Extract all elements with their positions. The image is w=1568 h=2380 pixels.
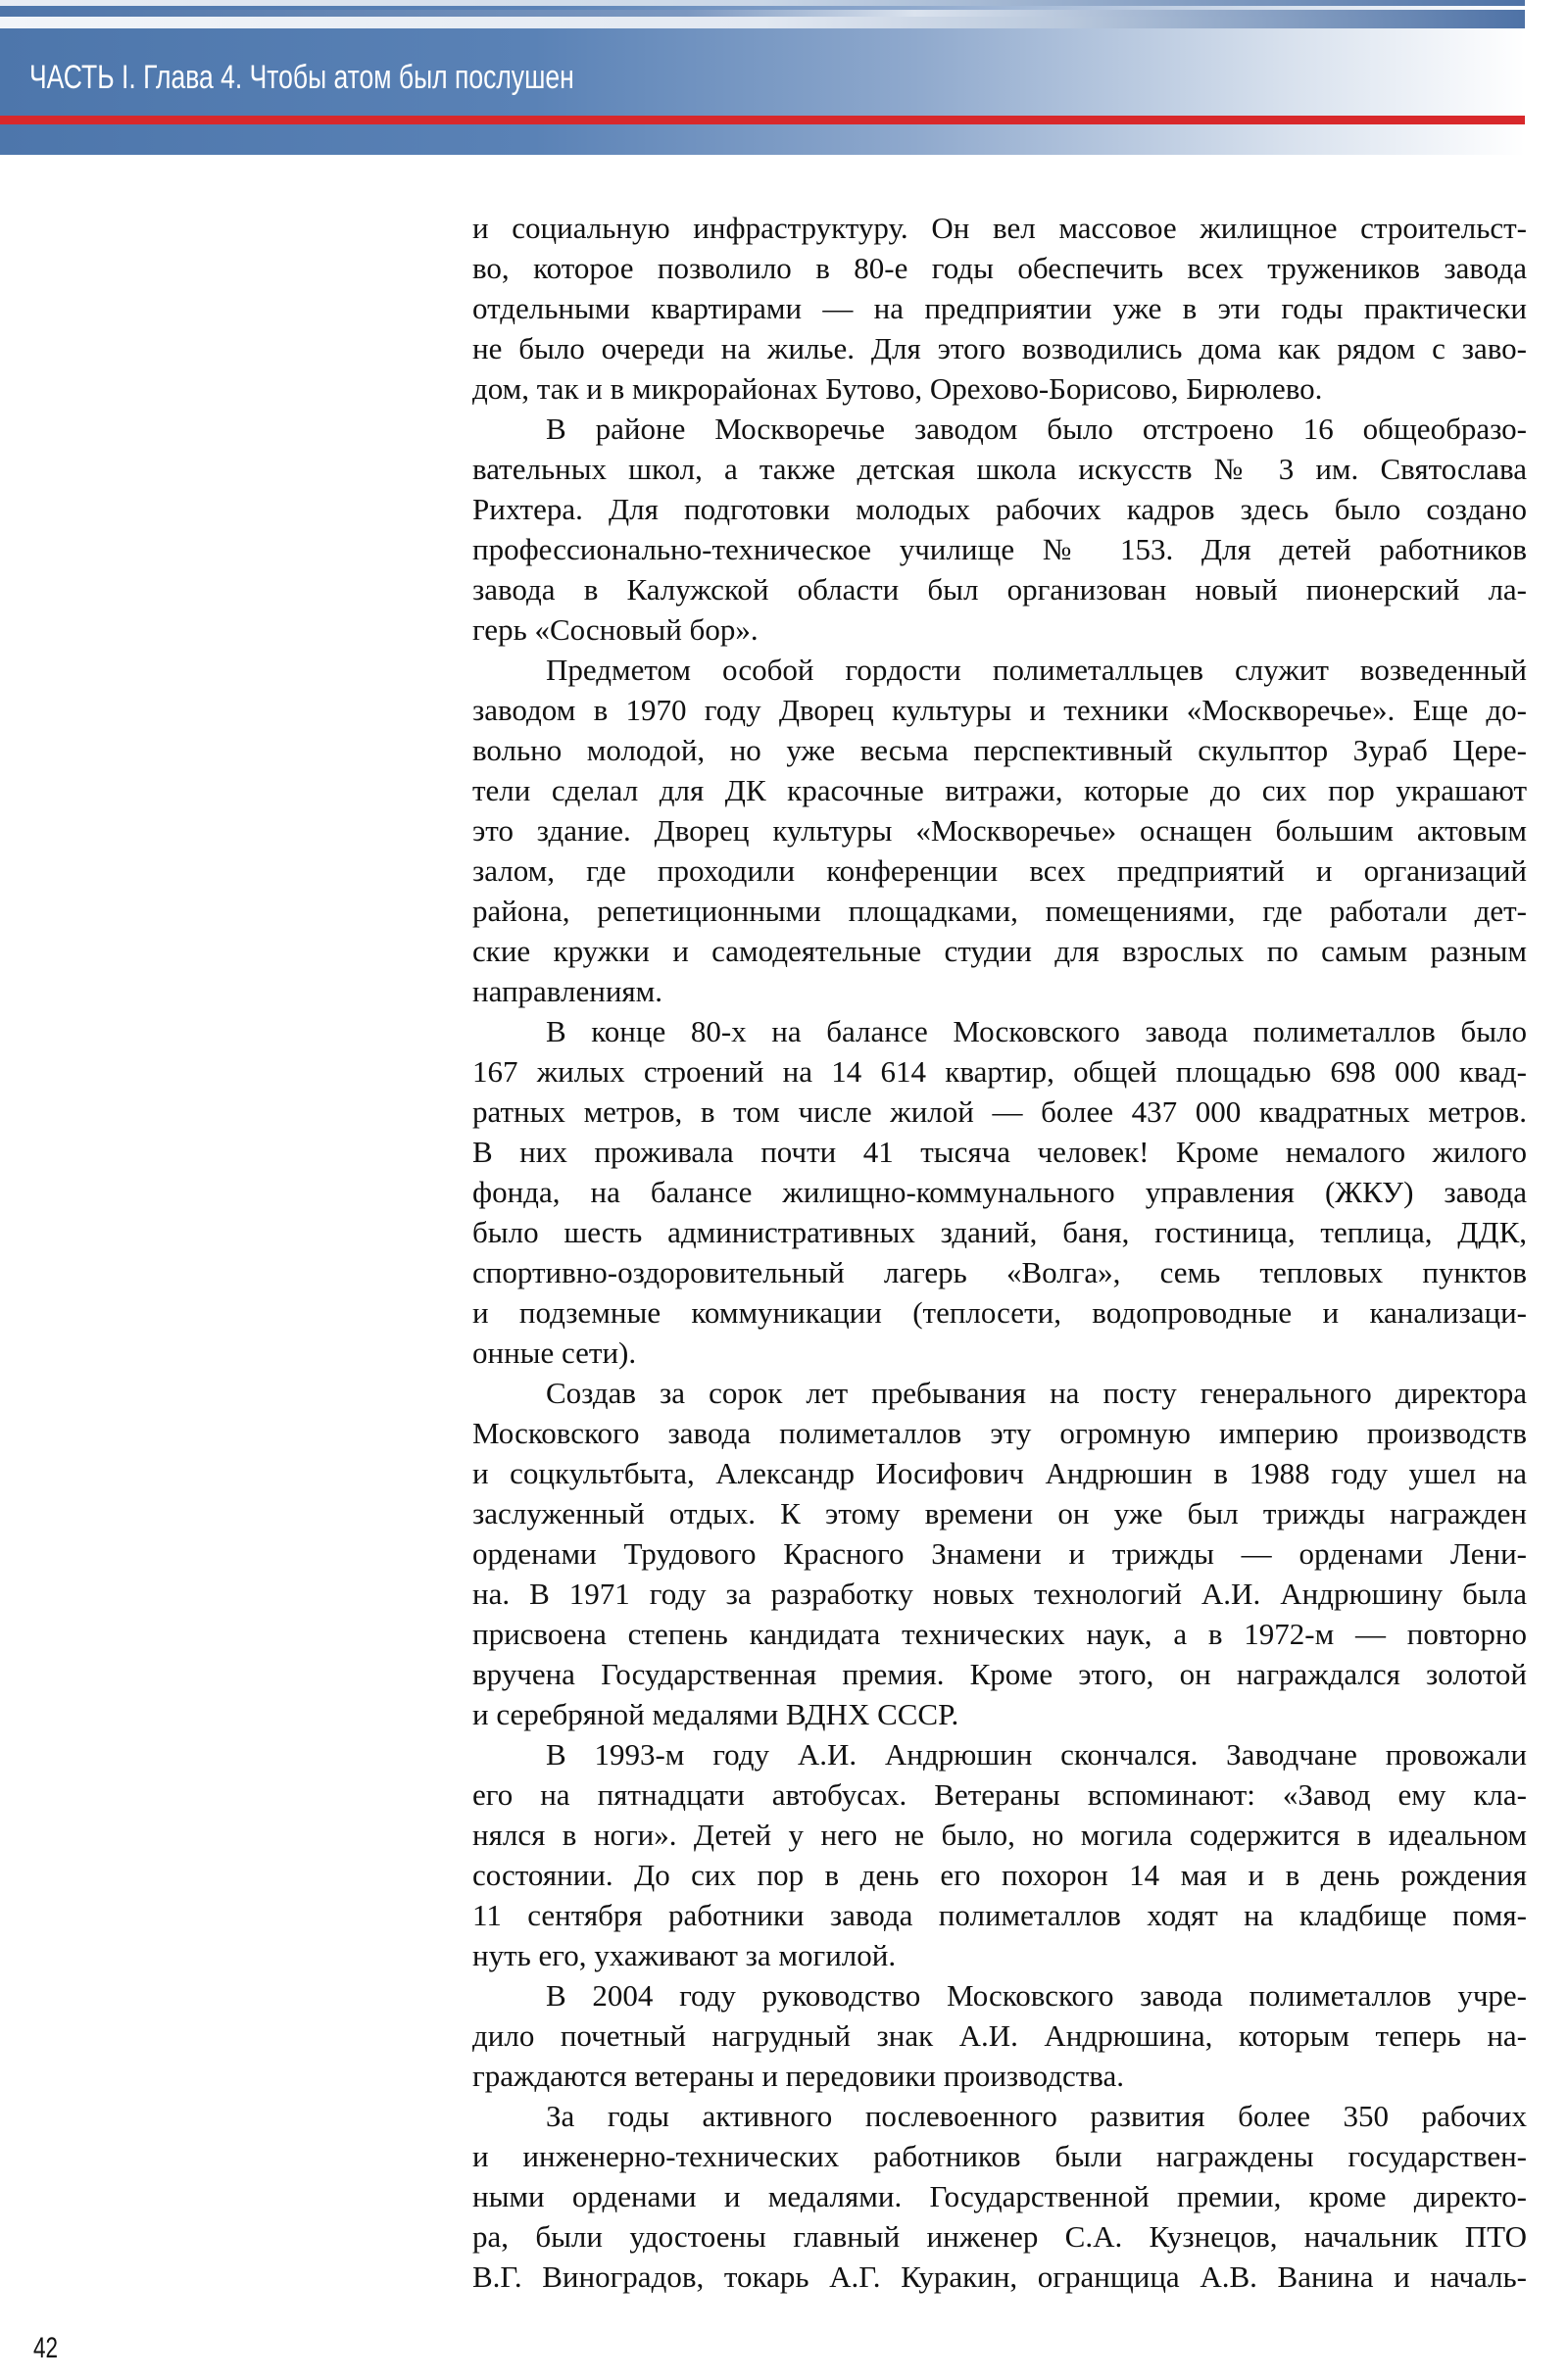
text-line: и подземные коммуникации (теплосети, водопроводные и канализаци-	[472, 1295, 1527, 1330]
paragraph	[472, 208, 1527, 409]
text-line: В 1993-м году А.И. Андрюшин скончался. Заводчане провожали	[546, 1737, 1527, 1772]
text-line: Московского завода полиметаллов эту огромную империю производств	[472, 1416, 1527, 1450]
text-line: 11 сентября работники завода полиметаллов ходят на кладбище помя-	[472, 1898, 1527, 1932]
text-line: ратных метров, в том числе жилой — более 437 000 квадратных метров.	[472, 1094, 1527, 1129]
text-line: и социальную инфраструктуру. Он вел массовое жилищное строительст-	[472, 211, 1527, 245]
text-line: орденами Трудового Красного Знамени и трижды — орденами Лени-	[472, 1536, 1527, 1571]
text-line: на. В 1971 году за разработку новых технологий А.И. Андрюшину была	[472, 1577, 1527, 1611]
text-line: отдельными квартирами — на предприятии уже в эти годы практически	[472, 291, 1527, 325]
text-line: Создав за сорок лет пребывания на посту генерального директора	[546, 1376, 1527, 1410]
text-line: заводом в 1970 году Дворец культуры и техники «Москворечье». Еще до-	[472, 693, 1527, 727]
chapter-header-banner	[0, 0, 1525, 155]
text-line: состоянии. До сих пор в день его похорон 14 мая и в день рождения	[472, 1858, 1527, 1892]
text-line: граждаются ветераны и передовики производства.	[472, 2059, 1125, 2093]
text-line: В них проживала почти 41 тысяча человек! Кроме немалого жилого	[472, 1135, 1527, 1169]
header-stripe	[0, 10, 1525, 17]
header-stripe	[0, 17, 1525, 28]
text-line: нялся в ноги». Детей у него не было, но могила содержится в идеальном	[472, 1818, 1527, 1852]
text-line: во, которое позволило в 80-е годы обеспечить всех тружеников завода	[472, 251, 1527, 285]
text-line: В районе Москворечье заводом было отстроено 16 общеобразо-	[546, 412, 1527, 446]
text-line: его на пятнадцати автобусах. Ветераны вспоминают: «Завод ему кла-	[472, 1777, 1527, 1812]
paragraph	[472, 409, 1527, 650]
text-line: вательных школ, а также детская школа искусств № 3 им. Святослава	[472, 452, 1527, 486]
text-line: дом, так и в микрорайонах Бутово, Орехово-Борисово, Бирюлево.	[472, 371, 1323, 406]
text-line: онные сети).	[472, 1336, 637, 1370]
text-line: это здание. Дворец культуры «Москворечье» оснащен большим актовым	[472, 813, 1527, 848]
text-line: 167 жилых строений на 14 614 квартир, общей площадью 698 000 квад-	[472, 1054, 1527, 1089]
text-line: вручена Государственная премия. Кроме этого, он награждался золотой	[472, 1657, 1527, 1691]
text-line: ские кружки и самодеятельные студии для взрослых по самым разным	[472, 934, 1527, 968]
text-line: В 2004 году руководство Московского завода полиметаллов учре-	[546, 1978, 1527, 2013]
text-line: и соцкультбыта, Александр Иосифович Андрюшин в 1988 году ушел на	[472, 1456, 1527, 1490]
text-line: дило почетный нагрудный знак А.И. Андрюшина, которым теперь на-	[472, 2018, 1527, 2053]
text-line: залом, где проходили конференции всех предприятий и организаций	[472, 853, 1527, 888]
text-line: завода в Калужской области был организован новый пионерский ла-	[472, 572, 1527, 607]
paragraph	[472, 1373, 1527, 1734]
chapter-title: ЧАСТЬ I. Глава 4. Чтобы атом был послушен	[29, 59, 574, 96]
header-red-rule	[0, 116, 1525, 124]
text-line: ными орденами и медалями. Государственной премии, кроме директо-	[472, 2179, 1527, 2213]
text-line: не было очереди на жилье. Для этого возводились дома как рядом с заво-	[472, 331, 1527, 365]
text-line: В конце 80-х на балансе Московского завода полиметаллов было	[546, 1014, 1527, 1048]
text-line: спортивно-оздоровительный лагерь «Волга», семь тепловых пунктов	[472, 1255, 1527, 1289]
paragraph	[472, 650, 1527, 1011]
header-stripe	[0, 0, 1525, 6]
text-line: заслуженный отдых. К этому времени он уже был трижды награжден	[472, 1496, 1527, 1530]
text-line: ра, были удостоены главный инженер С.А. Кузнецов, начальник ПТО	[472, 2219, 1527, 2254]
text-line: было шесть административных зданий, баня, гостиница, теплица, ДДК,	[472, 1215, 1527, 1249]
text-line: района, репетиционными площадками, помещениями, где работали дет-	[472, 894, 1527, 928]
text-line: и серебряной медалями ВДНХ СССР.	[472, 1697, 959, 1731]
text-line: фонда, на балансе жилищно-коммунального управления (ЖКУ) завода	[472, 1175, 1527, 1209]
body-text	[472, 208, 1527, 2297]
paragraph	[472, 1734, 1527, 1975]
text-line: профессионально-техническое училище № 153. Для детей работников	[472, 532, 1527, 566]
text-line: присвоена степень кандидата технических наук, а в 1972-м — повторно	[472, 1617, 1527, 1651]
text-line: вольно молодой, но уже весьма перспективный скульптор Зураб Цере-	[472, 733, 1527, 767]
text-line: нуть его, ухаживают за могилой.	[472, 1938, 897, 1972]
text-line: направлениям.	[472, 974, 663, 1008]
paragraph	[472, 1011, 1527, 1373]
text-line: герь «Сосновый бор».	[472, 612, 759, 647]
text-line: Предметом особой гордости полиметалльцев служит возведенный	[546, 653, 1527, 687]
text-line: За годы активного послевоенного развития более 350 рабочих	[546, 2099, 1527, 2133]
text-line: тели сделал для ДК красочные витражи, которые до сих пор украшают	[472, 773, 1527, 807]
text-line: Рихтера. Для подготовки молодых рабочих кадров здесь было создано	[472, 492, 1527, 526]
text-line: В.Г. Виноградов, токарь А.Г. Куракин, огранщица А.В. Ванина и началь-	[472, 2259, 1527, 2294]
text-line: и инженерно-технических работников были награждены государствен-	[472, 2139, 1527, 2173]
paragraph	[472, 1975, 1527, 2096]
page-number: 42	[33, 2332, 59, 2364]
paragraph	[472, 2096, 1527, 2297]
